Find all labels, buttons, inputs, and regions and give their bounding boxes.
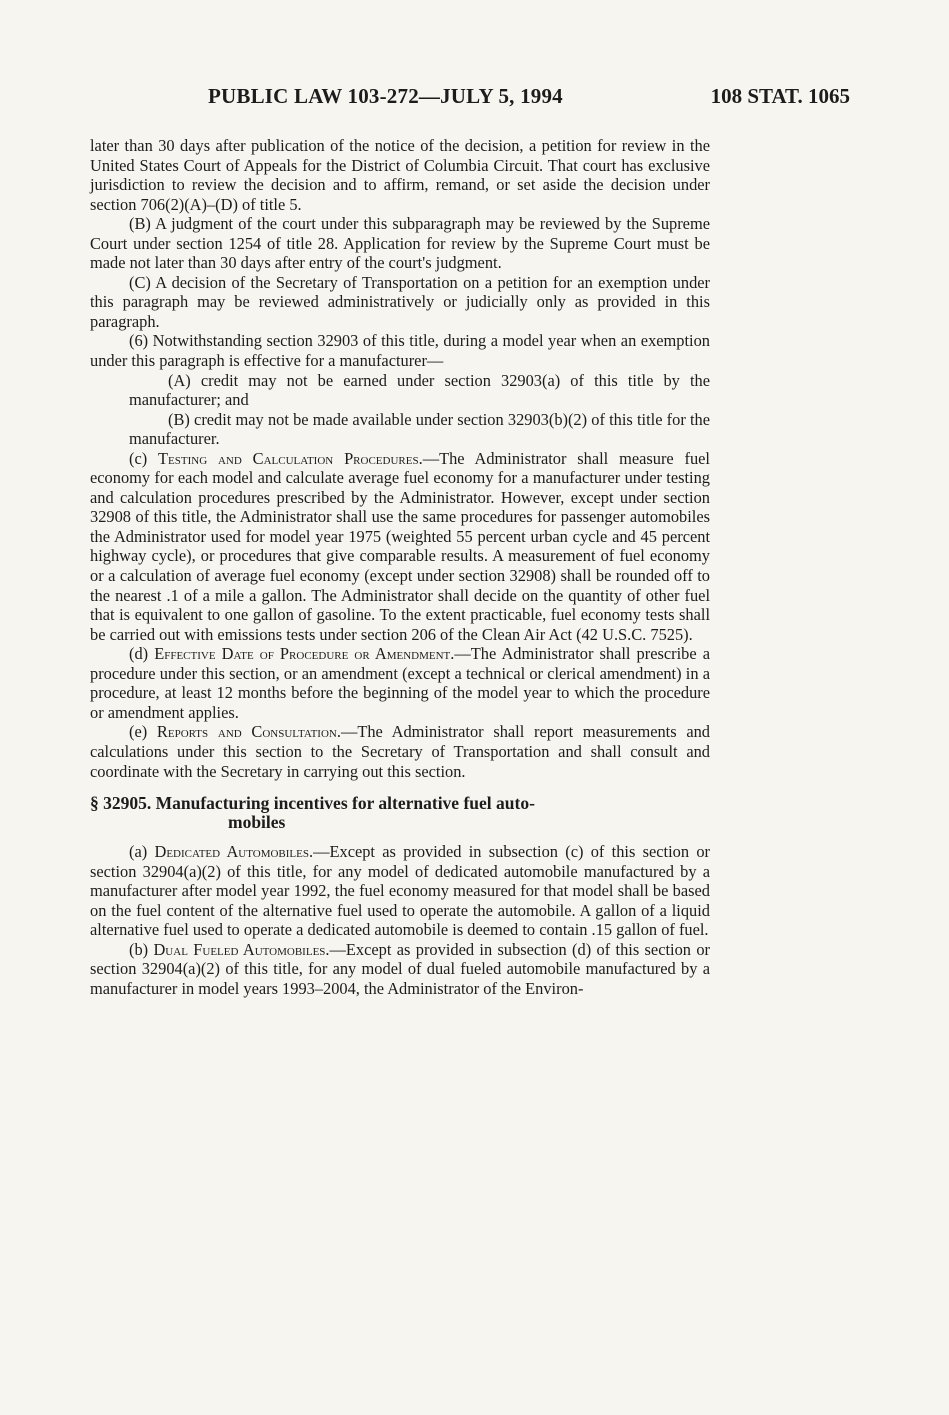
subsection-d-text: —The Administrator shall prescribe a procedure under this section, or an amendment (except a technical or clerical amendment) in a procedure, at least 12 months before the beginning of the model year to which the procedure or amendment applies. [90,644,710,722]
paragraph-6A: (A) credit may not be earned under section 32903(a) of this title by the manufacturer; and [129,370,710,410]
subsection-e [90,722,710,781]
section-a-label: (a) [129,842,155,862]
header-title: PUBLIC LAW 103-272—JULY 5, 1994 [208,84,563,108]
section-b-text: —Except as provided in subsection (d) of this section or section 32904(a)(2) of this title, for any model of dual fueled automobile manufactured by a manufacturer in model years 1993–2004, the Administrator of the Environ- [90,939,710,998]
section-a-text: —Except as provided in subsection (c) of this section or section 32904(a)(2) of this title, for any model of dedicated automobile manufactured by a manufacturer after model year 1992, the fuel economy measured for that model shall be based on the fuel content of the alternative fuel used to operate the automobile. A gallon of a liquid alternative fuel used to operate a dedicated automobile is deemed to contain .15 gallon of fuel. [90,842,710,940]
subsection-c-heading: Testing and Calculation Procedures. [158,448,423,468]
subsection-e-heading: Reports and Consultation. [156,722,341,742]
section-heading-line1: § 32905. Manufacturing incentives for alternative fuel auto- [90,793,535,814]
subsection-e-text: —The Administrator shall report measurements and calculations under this section to the Secretary of Transportation and shall consult and coordinate with the Secretary in carrying out this section. [90,722,710,781]
section-heading-line2: mobiles [228,812,286,833]
paragraph-5C: (C) A decision of the Secretary of Transportation on a petition for an exemption under this paragraph may be reviewed administratively or judicially only as provided in this paragraph. [90,272,710,331]
section-32905-a [90,842,710,940]
paragraph-5B: (B) A judgment of the court under this subparagraph may be reviewed by the Supreme Court under section 1254 of title 28. Application for review by the Supreme Court must be made not later than 30 days after entry of the court's judgment. [90,214,710,273]
subsection-c-label: (c) [129,448,159,468]
subsection-c-text: —The Administrator shall measure fuel economy for each model and calculate average fuel economy for a manufacturer under testing and calculation procedures prescribed by the Administrator. However, except under section 32908 of this title, the Administrator shall use the same procedures for passenger automobiles the Administrator used for model year 1975 (weighted 55 percent urban cycle and 45 percent highway cycle), or procedures that give comparable results. A measurement of fuel economy or a calculation of average fuel economy (except under section 32908) shall be rounded off to the nearest .1 of a mile a gallon. The Administrator shall decide on the quantity of other fuel that is equivalent to one gallon of gasoline. To the extent practicable, fuel economy tests shall be carried out with emissions tests under section 206 of the Clean Air Act (42 U.S.C. 7525). [90,448,710,644]
page-header [90,84,850,114]
subsection-d-heading: Effective Date of Procedure or Amendment. [154,644,455,664]
paragraph-6: (6) Notwithstanding section 32903 of this title, during a model year when an exemption under this paragraph is effective for a manufacturer— [90,331,710,371]
document-body [90,136,710,998]
section-a-heading: Dedicated Automobiles. [154,842,314,862]
subsection-d [90,644,710,722]
section-32905-b [90,940,710,999]
subsection-e-label: (e) [129,722,157,742]
subsection-d-label: (d) [129,644,155,664]
subsection-c [90,449,710,644]
section-b-label: (b) [129,939,154,959]
section-b-heading: Dual Fueled Automobiles. [153,939,330,959]
header-stat-citation: 108 STAT. 1065 [710,84,850,108]
paragraph-6B: (B) credit may not be made available under section 32903(b)(2) of this title for the manufacturer. [129,409,710,449]
section-heading [90,794,710,832]
paragraph-continuation: later than 30 days after publication of the notice of the decision, a petition for review in the United States Court of Appeals for the District of Columbia Circuit. That court has exclusive jurisdiction to review the decision and to affirm, remand, or set aside the decision under section 706(2)(A)–(D) of title 5. [90,136,710,214]
